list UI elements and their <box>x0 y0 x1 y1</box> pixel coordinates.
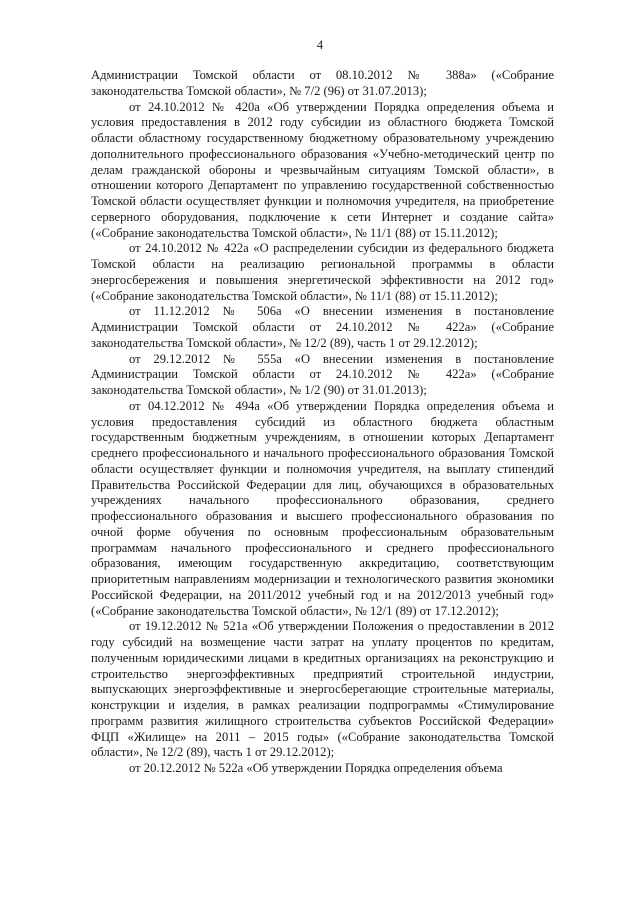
paragraph-resolution-420a: от 24.10.2012 № 420а «Об утверждении Порядка определения объема и условия предоставления в 2012 году субсидии из областного бюджета Томской области областному государственному бюджетному образовательному учреждению дополнительного профессионального образования «Учебно-методический центр по делам гражданской обороны и чрезвычайным ситуациям Томской области», в отношении которого Департамент по управлению государственной собственностью Томской области осуществляет функции и полномочия учредителя, на приобретение серверного оборудования, подключение к сети Интернет и создание сайта» («Собрание законодательства Томской области», № 11/1 (88) от 15.11.2012); <box>91 99 554 240</box>
paragraph-resolution-522a: от 20.12.2012 № 522а «Об утверждении Порядка определения объема <box>129 761 503 775</box>
document-body <box>91 68 554 777</box>
paragraph-continuation: Администрации Томской области от 08.10.2012 № 388а» («Собрание законодательства Томской области», № 7/2 (96) от 31.07.2013); <box>91 68 554 98</box>
paragraph-resolution-521a: от 19.12.2012 № 521а «Об утверждении Положения о предоставлении в 2012 году субсидий на возмещение части затрат на уплату процентов по кредитам, полученным юридическими лицами в кредитных организациях на реконструкцию и строительство энергоэффективных предприятий строительной индустрии, выпускающих энергоэффективные и энергосберегающие строительные материалы, конструкции и изделия, в рамках реализации подпрограммы «Стимулирование программ развития жилищного строительства субъектов Российской Федерации» ФЦП «Жилище» на 2011 – 2015 годы» («Собрание законодательства Томской области», № 12/2 (89), часть 1 от 29.12.2012); <box>91 619 554 760</box>
paragraph-resolution-422a: от 24.10.2012 № 422а «О распределении субсидии из федерального бюджета Томской области на реализацию региональной программы в области энергосбережения и повышения энергетической эффективности на 2012 год» («Собрание законодательства Томской области», № 11/1 (88) от 15.11.2012); <box>91 241 554 303</box>
paragraph-resolution-494a: от 04.12.2012 № 494а «Об утверждении Порядка определения объема и условия предоставления субсидий из областного бюджета областным государственным бюджетным учреждениям, в отношении которых Департамент среднего профессионального и начального профессионального образования Томской области осуществляет функции и полномочия учредителя, на выплату стипендий Правительства Российской Федерации для лиц, обучающихся в образовательных учреждениях начального профессионального образования, среднего профессионального образования и высшего профессионального образования по очной форме обучения по основным профессиональным образовательным программам начального профессионального и среднего профессионального образования, имеющим государственную аккредитацию, соответствующим приоритетным направлениям модернизации и технологического развития экономики Российской Федерации, на 2011/2012 учебный год и на 2012/2013 учебный год» («Собрание законодательства Томской области», № 12/1 (89) от 17.12.2012); <box>91 398 554 618</box>
page-number: 4 <box>316 38 324 52</box>
paragraph-resolution-506a: от 11.12.2012 № 506а «О внесении изменения в постановление Администрации Томской области от 24.10.2012 № 422а» («Собрание законодательства Томской области», № 12/2 (89), часть 1 от 29.12.2012); <box>91 304 554 350</box>
paragraph-resolution-555a: от 29.12.2012 № 555а «О внесении изменения в постановление Администрации Томской области от 24.10.2012 № 422а» («Собрание законодательства Томской области», № 1/2 (90) от 31.01.2013); <box>91 351 554 397</box>
